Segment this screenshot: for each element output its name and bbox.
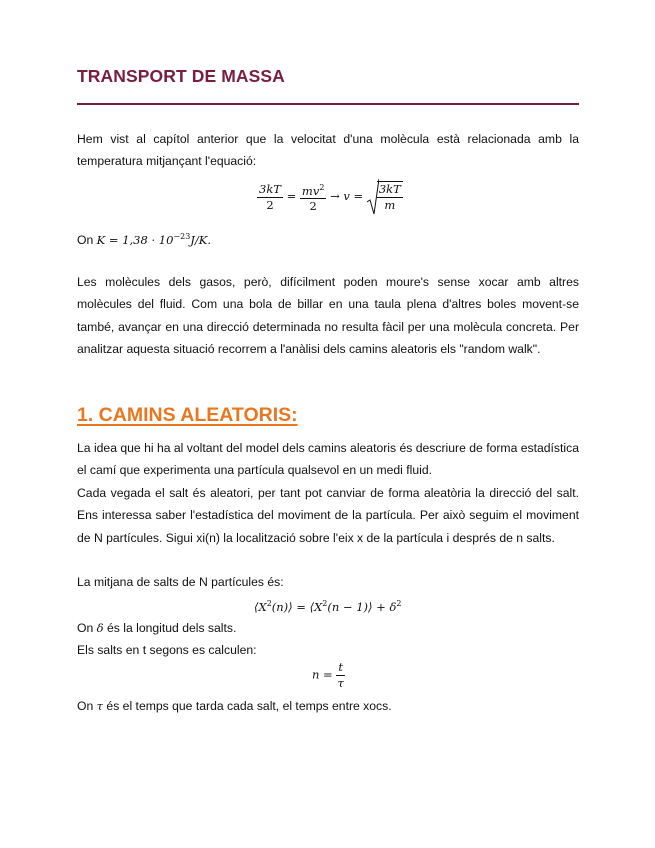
delta-symbol: δ [96,621,104,635]
eq2-right: (n − 1)⟩ + δ [327,599,397,614]
eq1-mid-sup: 2 [319,182,325,192]
mean-square-equation [254,595,401,616]
eq1-mid-num-text: mv [301,183,320,198]
eq1-lhs-fraction [257,182,283,213]
title-divider [77,103,579,105]
const-exponent: −23 [173,232,191,241]
intro-paragraph-2: Les molècules dels gasos, però, difícilment poden moure's sense xocar amb altres molècules del fluid. Com una bola de billar en una taula plena d'altres boles movent-se també, avançar en una direcció determinada no resulta fàcil per una molècula concreta. Per analitzar aquesta situació recorrem a l'anàlisi dels camins aleatoris els "random walk". [77,275,579,356]
jumps-time-line: Els salts en t segons es calculen: [77,643,257,657]
delta-prefix: On [77,621,94,635]
eq2-sup3: 2 [396,599,402,608]
intro-paragraph-1: Hem vist al capítol anterior que la velocitat d'una molècula està relacionada amb la temperatura mitjançant l'equació: [77,132,579,169]
eq2-sup2: 2 [322,599,328,608]
eq2-mid: (n)⟩ = ⟨X [271,599,323,614]
section-heading-camins-aleatoris: 1. CAMINS ALEATORIS: [77,404,298,426]
eq1-rhs-num: 3kT [378,182,401,196]
eq1-mid-den: 2 [309,199,317,214]
eq1-lhs-den: 2 [266,197,274,212]
eq1-rhs-fraction [377,181,403,213]
delta-text: és la longitud dels salts. [106,621,237,635]
eq1-arrow: → v = [330,189,364,203]
const-value: K = 1,38 · 10 [96,233,174,248]
boltzmann-constant-line [77,226,211,251]
eq3-den: τ [337,676,344,690]
tau-prefix: On [77,699,94,713]
tau-text: és el temps que tarda cada salt, el temps entre xocs. [106,699,392,713]
eq1-lhs-num: 3kT [259,181,281,196]
eq1-equals: = [286,189,297,203]
section1-paragraph-2: Cada vegada el salt és aleatori, per tant pot canviar de forma aleatòria la direcció del salt. Ens interessa saber l'estadística del moviment de la partícula. Per això seguim el moviment de N partícules. Sigui xi(n) la localització sobre l'eix x de la partícula i després de n salts. [77,486,579,545]
const-unit: J/K. [190,233,212,248]
eq1-mid-num [300,180,327,200]
eq3-num: t [338,660,343,674]
mean-jumps-line: La mitjana de salts de N partícules és: [77,575,284,589]
delta-definition-line [77,617,236,639]
velocity-equation [257,178,403,216]
section1-paragraph-1: La idea que hi ha al voltant del model dels camins aleatoris és descriure de forma estadística el camí que experimenta una partícula qualsevol en un medi fluid. [77,441,579,478]
eq2-left: ⟨X [254,599,267,614]
eq1-mid-fraction [300,180,327,215]
tau-symbol: τ [96,699,104,713]
eq2-sup1: 2 [266,599,272,608]
tau-definition-line [77,695,392,717]
const-prefix: On [77,233,94,248]
eq1-rhs-den: m [384,198,396,212]
eq3-lhs: n = [312,667,333,682]
jumps-count-equation [312,660,345,691]
document-title: TRANSPORT DE MASSA [77,66,285,86]
eq3-fraction [336,660,345,691]
